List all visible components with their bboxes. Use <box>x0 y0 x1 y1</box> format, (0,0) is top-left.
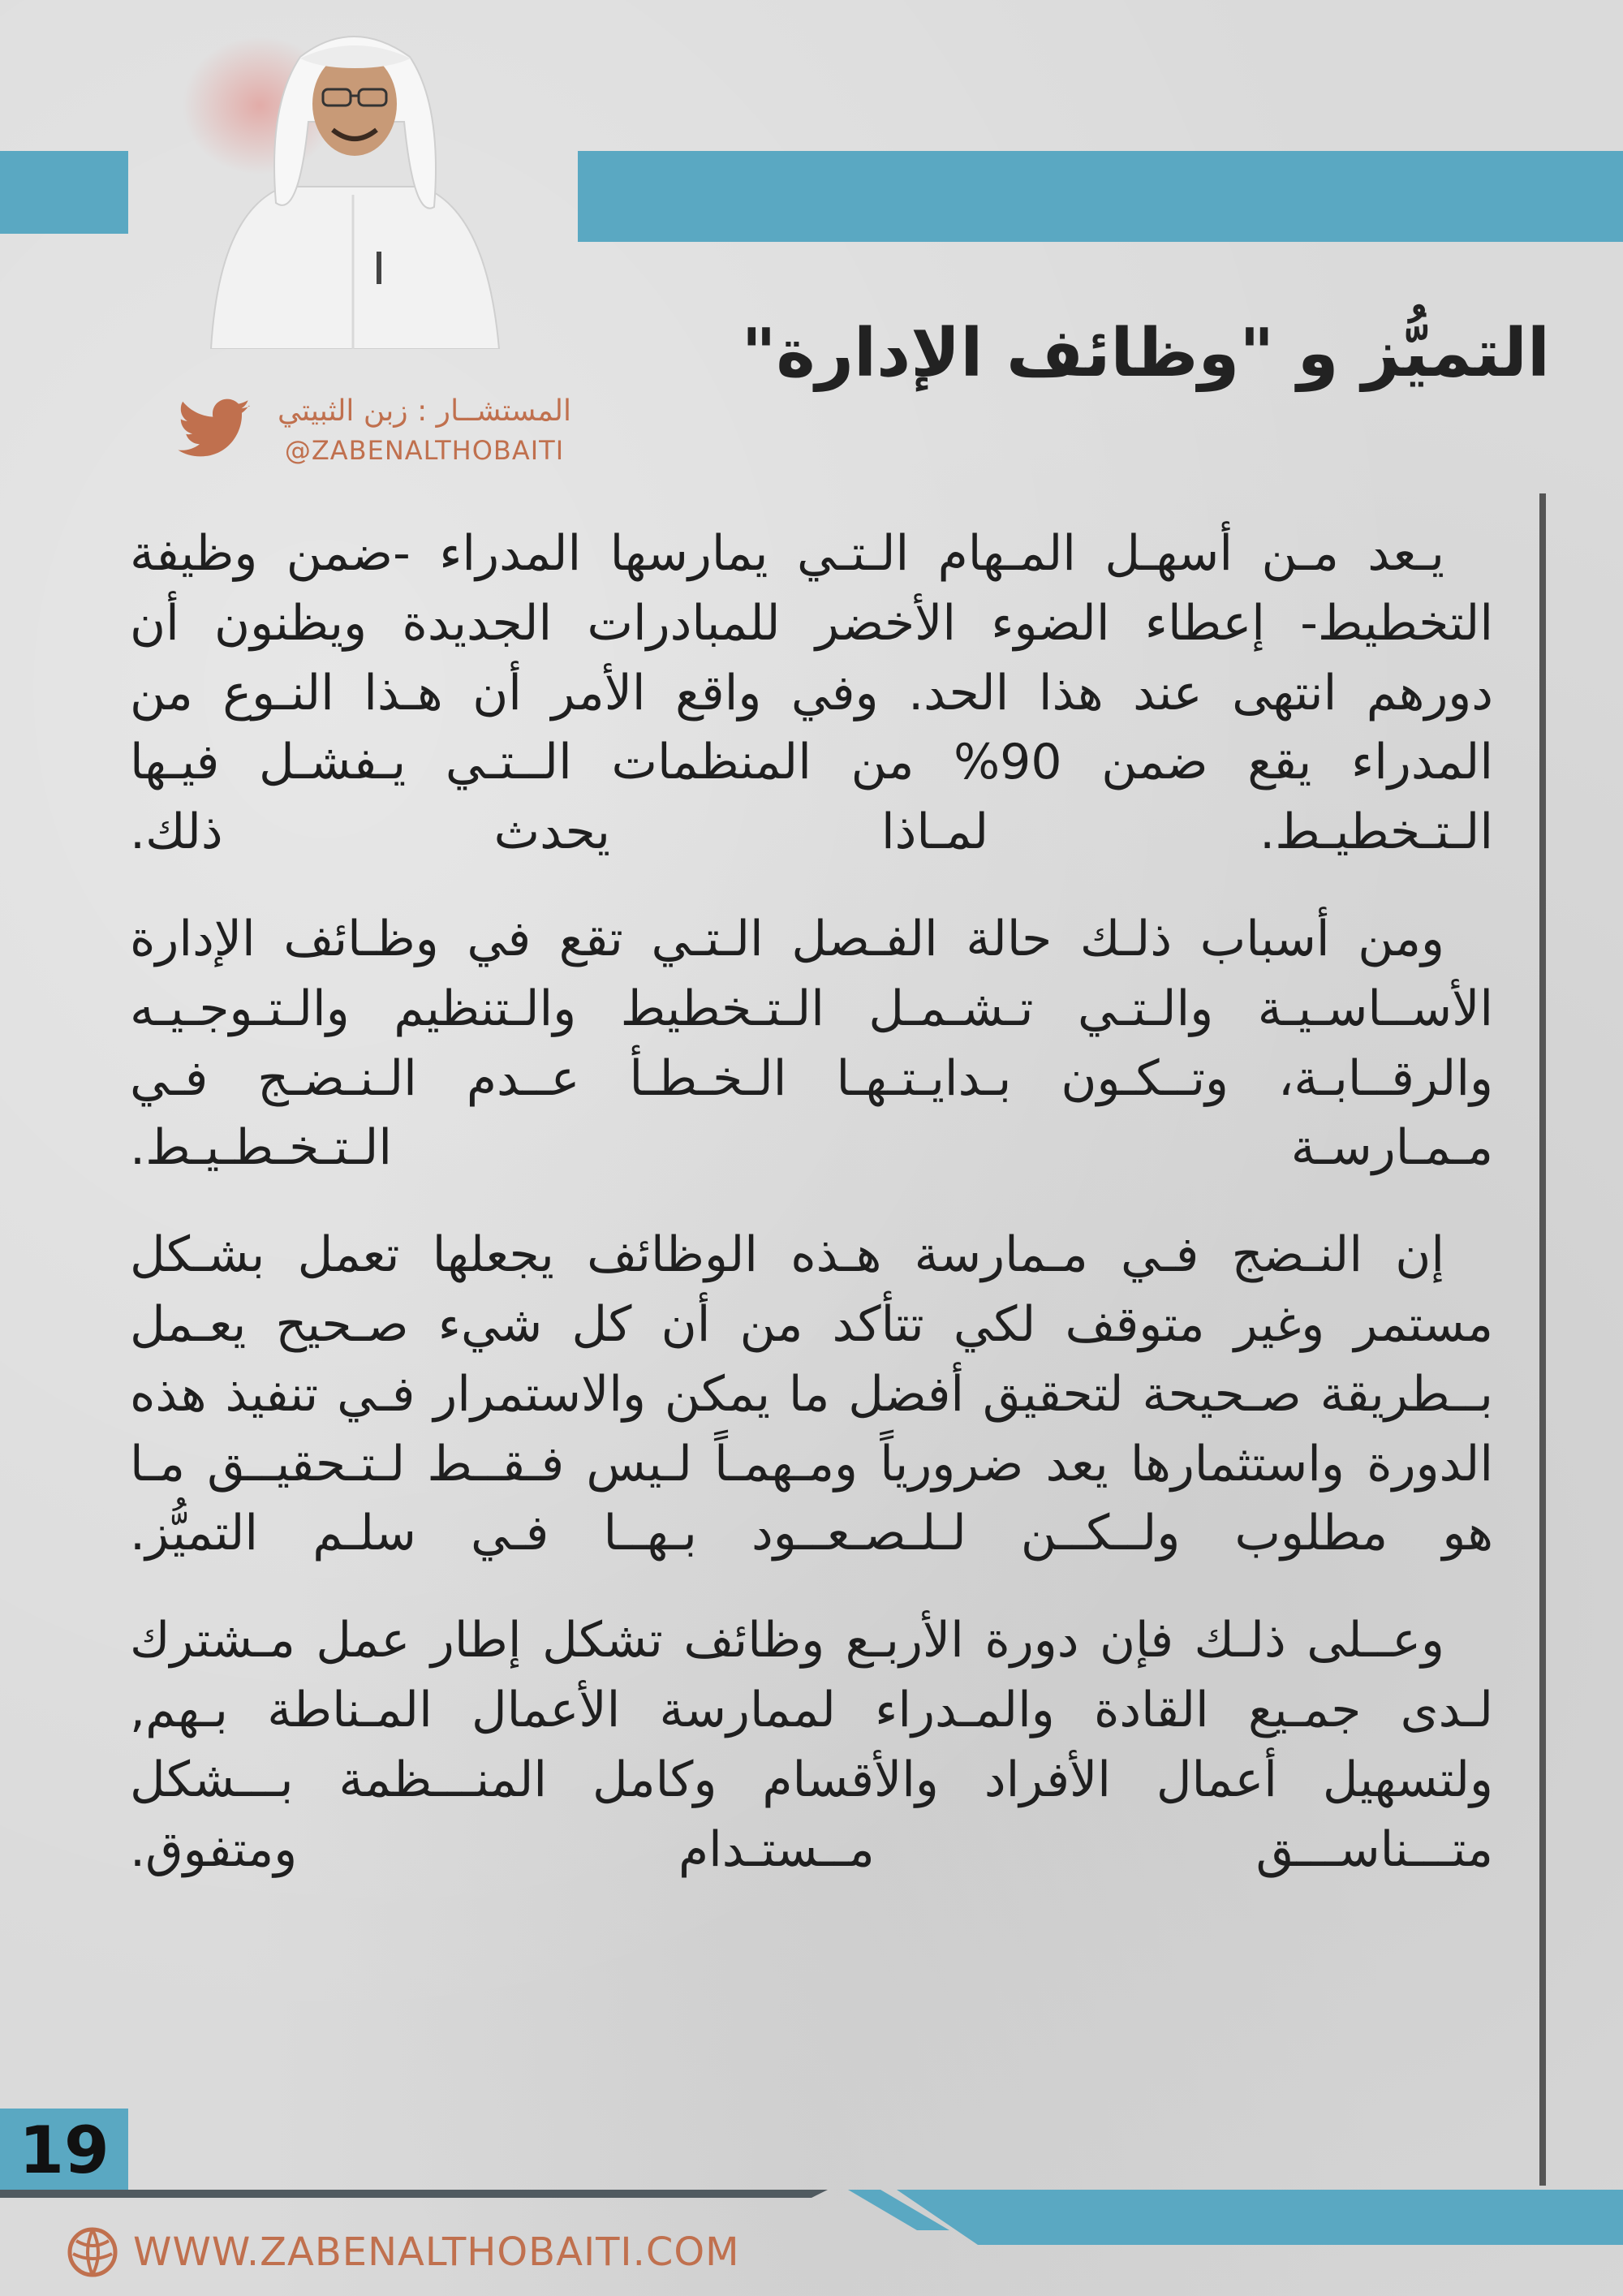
article-title: التميُّز و "وظائف الإدارة" <box>741 315 1550 392</box>
paragraph-4: وعــلى ذلـك فإن دورة الأربـع وظائف تشكل إطار عمل مـشترك لـدى جمـيع القادة والمـدراء لممارسة الأعمال المـناطة بـهم, ولتسهيل أعمال الأفراد والأقسام وكامل المنـــظمة بـــشكل متـــناســـق مــستـدام ومتفوق. <box>130 1612 1493 1878</box>
content-divider <box>1539 493 1546 2186</box>
footer-website[interactable] <box>67 2225 740 2279</box>
paragraph-1: يـعد مـن أسهـل المـهام الـتـي يمارسها المدراء -ضمن وظيفة التخطيط- إعطاء الضوء الأخضر للمبادرات الجديدة ويظنون أن دورهم انتهى عند هذا الحد. وفي واقع الأمر أن هـذا النـوع من المدراء يقع ضمن 90% من المنظمات الــتـي يـفشـل فيـها الـتـخطيـط. لمـاذا يحدث ذلك. <box>130 525 1493 861</box>
footer-dark-stripe <box>0 2190 828 2198</box>
header-band-right <box>578 151 1623 242</box>
article-body <box>130 519 1493 1922</box>
author-name: المستشــار : زبن الثبيتي <box>277 394 572 428</box>
twitter-bird-icon[interactable] <box>166 391 262 469</box>
website-link[interactable]: WWW.ZABENALTHOBAITI.COM <box>133 2229 740 2275</box>
globe-icon <box>67 2226 118 2278</box>
paragraph-2: ومن أسباب ذلـك حالة الفـصل الـتـي تقع في وظـائف الإدارة الأســاسـيـة والـتـي تـشـمـل الـتـخطيط والـتنظيم والـتـوجـيـه والرقــابـة، وتــكـون بـدايـتـهـا الـخـطـأ عــدم الـنـضـج فـي مـمـارسـة الـتـخـطـيـط. <box>130 910 1493 1177</box>
paragraph-3: إن النـضج فـي مـمارسة هـذه الوظائف يجعلها تعمل بشـكل مستمر وغير متوقف لكي تتأكد من أن كل شيء صـحيح يعـمل بــطريقة صـحيحة لتحقيق أفضل ما يمكن والاستمرار فـي تنفيذ هذه الدورة واستثمارها يعد ضرورياً ومـهمـاً لـيس فـقــط لـتـحقيــق مـا هو مطلوب ولــكــن لـلـصـعــود بـهــا فـي سلـم التميُّز. <box>130 1226 1493 1562</box>
author-credit <box>166 388 588 477</box>
header-band-left <box>0 151 128 234</box>
page-number: 19 <box>19 2112 110 2188</box>
author-portrait <box>179 8 527 349</box>
twitter-handle[interactable]: @ZABENALTHOBAITI <box>284 435 565 466</box>
page-number-box <box>0 2109 128 2191</box>
footer-accent-band <box>897 2190 1623 2245</box>
